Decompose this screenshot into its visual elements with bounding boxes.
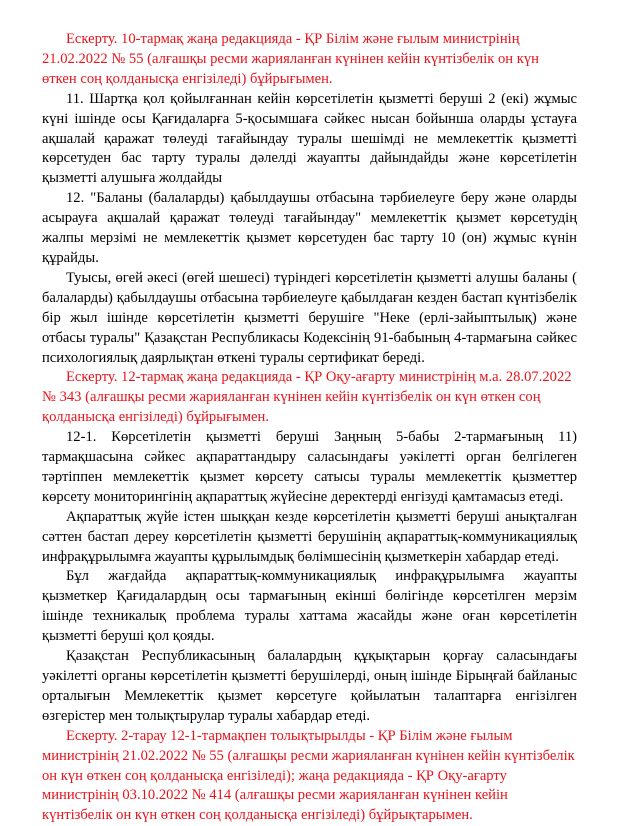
paragraph-item-12-relative: Туысы, өгей әкесі (өгей шешесі) түріндегі көрсетілетін қызметті алушы баланы ( балаларды) қабылдаушы отбасына тәрбиелеуге қабылдаған кезден бастап күнтізбелік бір жыл ішінде көрсетілетін қызметті берушіге "Неке (ерлі-зайыптылық) және отбасы туралы" Қазақстан Республикасы Кодексінің 91-бабының 4-тармағына сәйкес психологиялық даярлықтан өткені туралы сертификат береді. bbox=[42, 269, 577, 366]
amendment-note-item-10: Ескерту. 10-тармақ жаңа редакцияда - ҚР Білім және ғылым министрінің 21.02.2022 № 55 (алғашқы ресми жарияланған күнінен кейін күнтізбелік он күн өткен соң қолданысқа енгізіледі) бұйрығымен. bbox=[42, 31, 539, 87]
document-body bbox=[42, 30, 577, 826]
amendment-note-item-12: Ескерту. 12-тармақ жаңа редакцияда - ҚР Оқу-ағарту министрінің м.а. 28.07.2022 № 343 (алғашқы ресми жарияланған күнінен кейін күнтізбелік он күн өткен соң қолданысқа енгізіледі) бұйрығымен. bbox=[42, 369, 572, 426]
paragraph-item-12-1: 12-1. Көрсетілетін қызметті беруші Заңның 5-бабы 2-тармағының 11) тармақшасына сәйкес ақпараттандыру саласындағы уәкілетті орган белгілеген тәртіппен мемлекеттік қызмет көрсету сатысы туралы мемлекеттік қызметтер көрсету мониторингінің ақпараттық жүйесіне деректерді енгізуді қамтамасыз етеді. bbox=[42, 429, 577, 505]
paragraph-item-11: 11. Шартқа қол қойылғаннан кейін көрсетілетін қызметті беруші 2 (екі) жұмыс күні ішінде осы Қағидаларға 5-қосымшаға сәйкес нысан бойынша оларды ұстауға ақшалай қаражат төлеуді тағайындау туралы шешімді не мемлекеттік қызметті көрсетуден бас тарту туралы дәлелді жауапты дайындайды және көрсетілетін қызметті алушыға жолдайды bbox=[42, 90, 577, 187]
paragraph-item-12: 12. "Баланы (балаларды) қабылдаушы отбасына тәрбиелеуге беру және оларды асырауға ақшалай қаражат төлеуді тағайындау" мемлекеттік қызмет көрсетудің жалпы мерзімі не мемлекеттік қызмет көрсетуден бас тарту 10 (он) жұмыс күнін құрайды. bbox=[42, 190, 577, 266]
paragraph-item-12-1-authority: Қазақстан Республикасының балалардың құқықтарын қорғау саласындағы уәкілетті органы көрсетілетін қызметті берушілерді, оның ішінде Бірыңғай байланыс орталығын Мемлекеттік қызмет көрсетуге қойылатын талаптарға енгізілген өзгерістер мен толықтырулар туралы хабардар етеді. bbox=[42, 648, 577, 724]
paragraph-item-12-1-failure: Ақпараттық жүйе істен шыққан кезде көрсетілетін қызметті беруші анықталған сәттен бастап дереу көрсетілетін қызметті берушінің ақпараттық-коммуникациялық инфрақұрылымға жауапты құрылымдық бөлімшесінің қызметкерін хабардар етеді. bbox=[42, 508, 577, 565]
paragraph-item-12-1-protocol: Бұл жағдайда ақпараттық-коммуникациялық инфрақұрылымға жауапты қызметкер Қағидалардың осы тармағының екінші бөлігінде көрсетілген мерзім ішінде техникалық проблема туралы хаттама жасайды және оған көрсетілетін қызметті беруші қол қояды. bbox=[42, 568, 577, 645]
amendment-note-chapter-2: Ескерту. 2-тарау 12-1-тармақпен толықтырылды - ҚР Білім және ғылым министрінің 21.02.2022 № 55 (алғашқы ресми жарияланған күнінен кейін күнтізбелік он күн өткен соң қолданысқа енгізіледі); жаңа редакцияда - ҚР Оқу-ағарту министрінің 03.10.2022 № 414 (алғашқы ресми жарияланған күнінен кейін күнтізбелік он күн өткен соң қолданысқа енгізіледі) бұйрықтарымен. bbox=[42, 727, 575, 824]
